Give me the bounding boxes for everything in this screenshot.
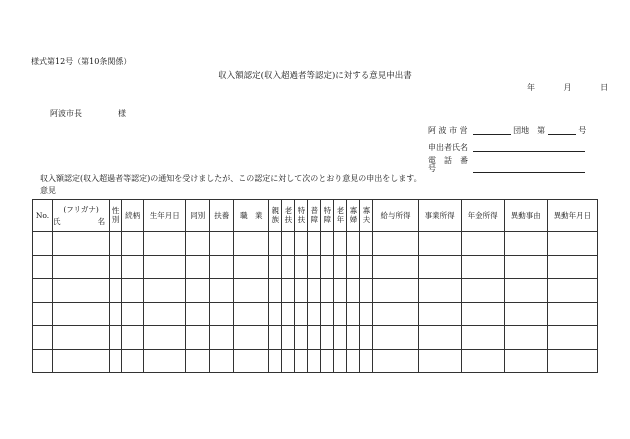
table-cell[interactable] xyxy=(334,349,347,373)
phone-field xyxy=(428,157,585,173)
applicant-name-label: 申出者氏名 xyxy=(428,143,468,152)
table-row xyxy=(33,255,598,279)
table-cell[interactable] xyxy=(347,349,360,373)
header-sp-disabled: 特 障 xyxy=(321,200,334,232)
table-cell[interactable] xyxy=(321,232,334,256)
table-cell[interactable] xyxy=(334,279,347,303)
table-cell[interactable] xyxy=(504,326,547,350)
table-cell[interactable] xyxy=(308,349,321,373)
table-cell[interactable] xyxy=(33,279,53,303)
table-cell[interactable] xyxy=(373,326,418,350)
table-cell[interactable] xyxy=(234,279,269,303)
table-cell[interactable] xyxy=(418,279,461,303)
table-cell[interactable] xyxy=(110,326,122,350)
table-cell[interactable] xyxy=(144,255,186,279)
header-cohabit: 同別 xyxy=(186,200,210,232)
table-cell[interactable] xyxy=(210,279,234,303)
table-header-row xyxy=(33,200,598,232)
addressee xyxy=(50,110,126,118)
table-cell[interactable] xyxy=(360,302,373,326)
header-shi: 氏 xyxy=(53,216,61,226)
housing-suffix: 号 xyxy=(578,126,587,135)
table-cell[interactable] xyxy=(347,232,360,256)
table-cell[interactable] xyxy=(210,232,234,256)
form-number: 様式第12号（第10条関係） xyxy=(31,57,132,66)
table-cell[interactable] xyxy=(321,326,334,350)
table-cell[interactable] xyxy=(122,232,144,256)
header-sex: 性 別 xyxy=(110,200,122,232)
table-cell[interactable] xyxy=(295,279,308,303)
table-cell[interactable] xyxy=(210,349,234,373)
housing-label: 阿 波 市 営 xyxy=(428,126,468,135)
table-cell[interactable] xyxy=(308,302,321,326)
table-cell[interactable] xyxy=(186,349,210,373)
table-cell[interactable] xyxy=(321,349,334,373)
table-cell[interactable] xyxy=(33,349,53,373)
table-cell[interactable] xyxy=(269,326,282,350)
table-cell[interactable] xyxy=(234,232,269,256)
table-cell[interactable] xyxy=(269,349,282,373)
table-cell[interactable] xyxy=(295,302,308,326)
table-cell[interactable] xyxy=(295,326,308,350)
table-cell[interactable] xyxy=(373,279,418,303)
header-widower: 寡 夫 xyxy=(360,200,373,232)
table-cell[interactable] xyxy=(347,255,360,279)
table-body xyxy=(33,232,598,373)
table-cell[interactable] xyxy=(418,302,461,326)
header-furigana-name xyxy=(53,200,110,232)
table-cell[interactable] xyxy=(269,279,282,303)
table-cell[interactable] xyxy=(282,232,295,256)
table-cell[interactable] xyxy=(110,349,122,373)
table-cell[interactable] xyxy=(504,349,547,373)
table-cell[interactable] xyxy=(321,302,334,326)
table-cell[interactable] xyxy=(122,349,144,373)
table-cell[interactable] xyxy=(504,255,547,279)
table-cell[interactable] xyxy=(122,279,144,303)
table-cell[interactable] xyxy=(418,255,461,279)
table-cell[interactable] xyxy=(186,302,210,326)
table-cell[interactable] xyxy=(461,326,504,350)
header-salary: 給与所得 xyxy=(373,200,418,232)
header-special-dep: 特 扶 xyxy=(295,200,308,232)
table-cell[interactable] xyxy=(295,232,308,256)
header-occupation: 職 業 xyxy=(234,200,269,232)
table-cell[interactable] xyxy=(547,302,597,326)
table-cell[interactable] xyxy=(295,349,308,373)
header-pension: 年金所得 xyxy=(461,200,504,232)
date-year: 年 xyxy=(527,83,535,92)
table-cell[interactable] xyxy=(210,302,234,326)
header-change-date: 異動年月日 xyxy=(547,200,597,232)
document-title: 収入額認定(収入超過者等認定)に対する意見申出書 xyxy=(218,71,412,81)
header-mei: 名 xyxy=(97,216,106,226)
header-relation: 続柄 xyxy=(122,200,144,232)
table-cell[interactable] xyxy=(504,279,547,303)
table-cell[interactable] xyxy=(347,326,360,350)
table-cell[interactable] xyxy=(308,279,321,303)
housing-field xyxy=(428,125,586,135)
table-cell[interactable] xyxy=(234,326,269,350)
table-cell[interactable] xyxy=(122,255,144,279)
table-cell[interactable] xyxy=(282,255,295,279)
table-cell[interactable] xyxy=(334,232,347,256)
header-elder-dep: 老 扶 xyxy=(282,200,295,232)
header-business: 事業所得 xyxy=(418,200,461,232)
table-cell[interactable] xyxy=(282,349,295,373)
table-cell[interactable] xyxy=(234,302,269,326)
header-dependent: 扶養 xyxy=(210,200,234,232)
table-cell[interactable] xyxy=(360,349,373,373)
table-cell[interactable] xyxy=(53,302,110,326)
table-cell[interactable] xyxy=(210,255,234,279)
table-cell[interactable] xyxy=(53,255,110,279)
table-cell[interactable] xyxy=(282,279,295,303)
table-row xyxy=(33,349,598,373)
table-row xyxy=(33,232,598,256)
table-cell[interactable] xyxy=(308,326,321,350)
header-birthdate: 生年月日 xyxy=(144,200,186,232)
table-cell[interactable] xyxy=(122,326,144,350)
header-widow: 寡 婦 xyxy=(347,200,360,232)
table-cell[interactable] xyxy=(186,232,210,256)
table-cell[interactable] xyxy=(33,255,53,279)
table-cell[interactable] xyxy=(144,349,186,373)
table-cell[interactable] xyxy=(461,349,504,373)
table-cell[interactable] xyxy=(547,232,597,256)
table-cell[interactable] xyxy=(53,349,110,373)
table-cell[interactable] xyxy=(53,232,110,256)
table-cell[interactable] xyxy=(53,279,110,303)
table-cell[interactable] xyxy=(461,279,504,303)
table-cell[interactable] xyxy=(461,232,504,256)
table-cell[interactable] xyxy=(373,232,418,256)
table-row xyxy=(33,279,598,303)
applicant-name-field xyxy=(428,142,585,152)
table-cell[interactable] xyxy=(360,326,373,350)
table-cell[interactable] xyxy=(334,255,347,279)
table-cell[interactable] xyxy=(110,279,122,303)
table-cell[interactable] xyxy=(334,326,347,350)
table-cell[interactable] xyxy=(373,349,418,373)
table-cell[interactable] xyxy=(234,255,269,279)
table-cell[interactable] xyxy=(418,349,461,373)
household-table xyxy=(32,199,598,373)
table-cell[interactable] xyxy=(110,255,122,279)
header-furigana: (フリガナ) xyxy=(63,205,99,215)
table-cell[interactable] xyxy=(360,232,373,256)
table-cell[interactable] xyxy=(461,255,504,279)
table-cell[interactable] xyxy=(144,302,186,326)
table-cell[interactable] xyxy=(347,279,360,303)
header-no: No. xyxy=(33,200,53,232)
table-cell[interactable] xyxy=(504,232,547,256)
table-cell[interactable] xyxy=(347,302,360,326)
header-relatives: 親 族 xyxy=(269,200,282,232)
table-cell[interactable] xyxy=(547,279,597,303)
table-cell[interactable] xyxy=(360,255,373,279)
table-cell[interactable] xyxy=(269,232,282,256)
table-cell[interactable] xyxy=(269,255,282,279)
date-month: 月 xyxy=(563,83,572,92)
header-elderly: 老 年 xyxy=(334,200,347,232)
table-row xyxy=(33,302,598,326)
table-cell[interactable] xyxy=(144,279,186,303)
table-cell[interactable] xyxy=(321,255,334,279)
statement-text: 収入額認定(収入超過者等認定)の通知を受けましたが、この認定に対して次のとおり意見の申出をします。 xyxy=(40,174,422,183)
table-cell[interactable] xyxy=(308,232,321,256)
table-cell[interactable] xyxy=(33,232,53,256)
table-cell[interactable] xyxy=(295,255,308,279)
table-cell[interactable] xyxy=(547,326,597,350)
table-cell[interactable] xyxy=(334,302,347,326)
table-cell[interactable] xyxy=(122,302,144,326)
table-cell[interactable] xyxy=(234,349,269,373)
header-disabled: 普 障 xyxy=(308,200,321,232)
addressee-name: 阿波市長 xyxy=(50,109,82,118)
housing-number-blank[interactable] xyxy=(548,125,576,135)
table-cell[interactable] xyxy=(210,326,234,350)
date-day: 日 xyxy=(600,83,609,92)
table-cell[interactable] xyxy=(110,302,122,326)
table-cell[interactable] xyxy=(461,302,504,326)
table-cell[interactable] xyxy=(373,255,418,279)
table-cell[interactable] xyxy=(373,302,418,326)
table-cell[interactable] xyxy=(308,255,321,279)
housing-middle: 団地 第 xyxy=(513,126,546,135)
table-cell[interactable] xyxy=(186,255,210,279)
table-row xyxy=(33,326,598,350)
addressee-honorific: 様 xyxy=(118,109,126,118)
table-cell[interactable] xyxy=(547,255,597,279)
table-cell[interactable] xyxy=(547,349,597,373)
date-line xyxy=(521,84,608,92)
table-cell[interactable] xyxy=(360,279,373,303)
applicant-name-blank[interactable] xyxy=(473,142,585,152)
table-cell[interactable] xyxy=(33,326,53,350)
housing-name-blank[interactable] xyxy=(473,125,511,135)
table-cell[interactable] xyxy=(504,302,547,326)
table-cell[interactable] xyxy=(186,279,210,303)
table-cell[interactable] xyxy=(144,326,186,350)
opinion-label: 意見 xyxy=(40,186,56,195)
table-cell[interactable] xyxy=(321,279,334,303)
table-cell[interactable] xyxy=(33,302,53,326)
table-cell[interactable] xyxy=(144,232,186,256)
header-change-reason: 異動事由 xyxy=(504,200,547,232)
table-cell[interactable] xyxy=(418,232,461,256)
table-cell[interactable] xyxy=(186,326,210,350)
phone-label: 電 話 番 号 xyxy=(428,156,476,173)
table-cell[interactable] xyxy=(269,302,282,326)
table-cell[interactable] xyxy=(282,326,295,350)
table-cell[interactable] xyxy=(53,326,110,350)
table-cell[interactable] xyxy=(282,302,295,326)
phone-blank[interactable] xyxy=(473,163,585,173)
table-cell[interactable] xyxy=(110,232,122,256)
table-cell[interactable] xyxy=(418,326,461,350)
